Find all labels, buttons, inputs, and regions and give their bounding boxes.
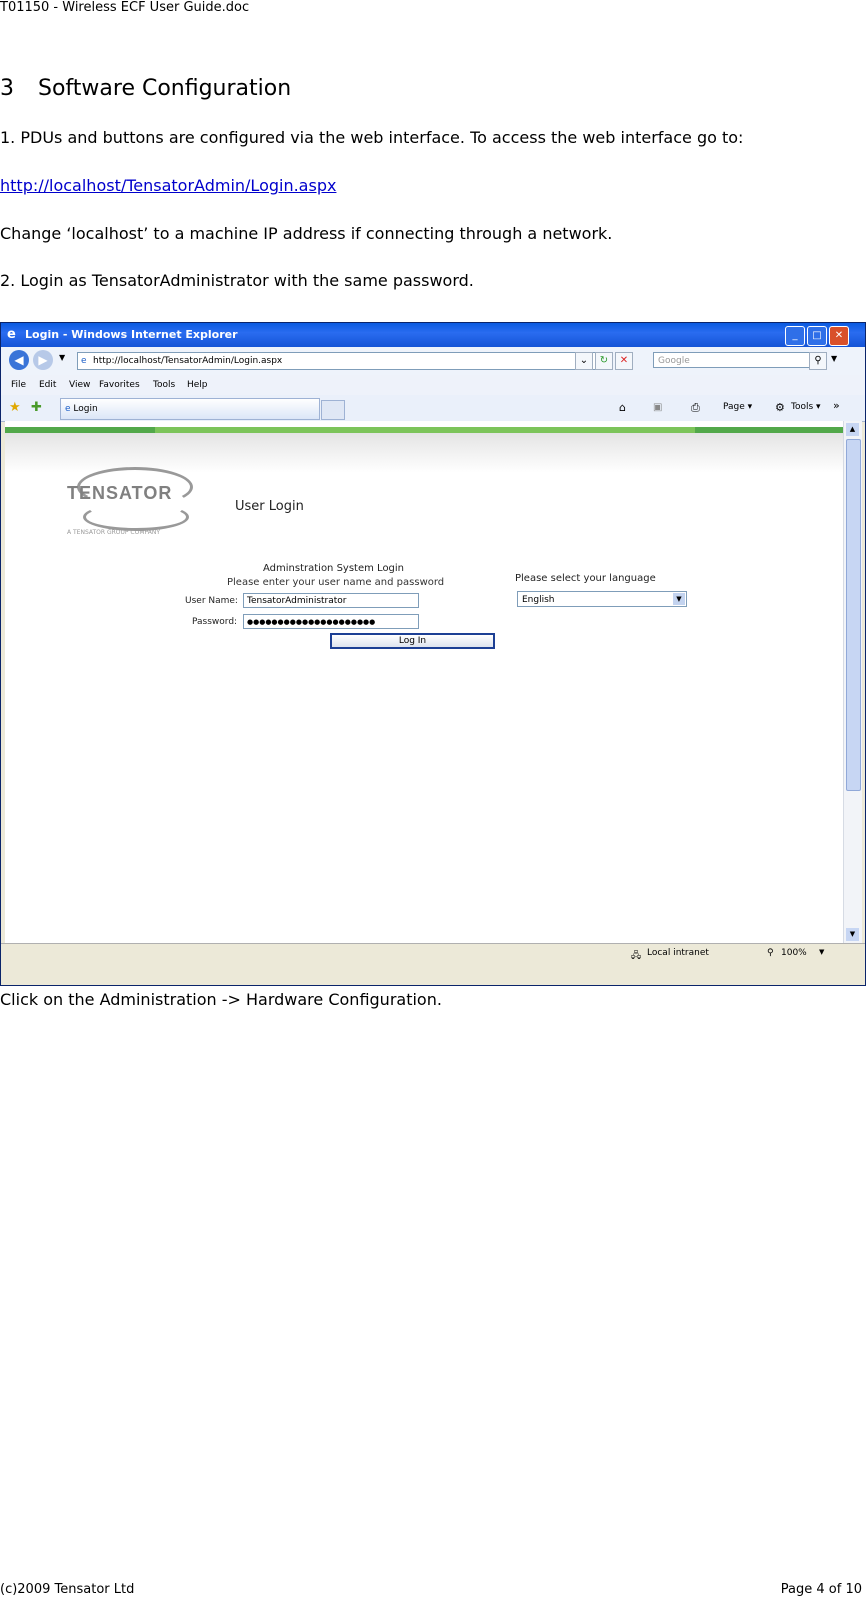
paragraph-1: 1. PDUs and buttons are configured via the web interface. To access the web interface go to:	[0, 128, 744, 147]
vertical-scrollbar[interactable]	[843, 421, 862, 943]
history-dropdown-icon[interactable]: ▼	[59, 353, 66, 362]
section-title: Software Configuration	[38, 76, 292, 101]
document-header: T01150 - Wireless ECF User Guide.doc	[0, 0, 250, 15]
logo-tagline: A TENSATOR GROUP COMPANY	[67, 529, 161, 536]
menu-view[interactable]: View	[69, 380, 91, 390]
login-url-text[interactable]: http://localhost/TensatorAdmin/Login.aspx	[0, 176, 337, 195]
admin-login-subtitle: Please enter your user name and password	[227, 577, 445, 588]
close-icon[interactable]: ✕	[829, 326, 849, 346]
footer-page-number: Page 4 of 10	[780, 1582, 862, 1597]
back-icon[interactable]: ◀	[9, 350, 29, 370]
menu-tools[interactable]: Tools	[153, 380, 176, 390]
menu-favorites[interactable]: Favorites	[99, 380, 140, 390]
print-icon[interactable]: ⎙	[691, 401, 700, 414]
zoom-dropdown-icon[interactable]: ▼	[819, 948, 825, 956]
add-favorite-icon[interactable]: ✚	[31, 400, 42, 415]
admin-login-title: Adminstration System Login	[263, 563, 405, 574]
paragraph-2: Change ‘localhost’ to a machine IP address if connecting through a network.	[0, 224, 613, 243]
language-value: English	[522, 595, 555, 605]
address-toolbar	[1, 347, 865, 376]
status-bar	[1, 943, 865, 964]
maximize-icon[interactable]: □	[807, 326, 827, 346]
footer-copyright: (c)2009 Tensator Ltd	[0, 1582, 135, 1597]
section-heading	[0, 76, 291, 101]
window-title: Login - Windows Internet Explorer	[25, 328, 238, 341]
chevron-down-icon[interactable]: ▼	[673, 593, 685, 605]
intranet-icon: 🖧	[631, 951, 642, 961]
favorites-star-icon[interactable]: ★	[9, 400, 21, 415]
paragraph-3: 2. Login as TensatorAdministrator with the same password.	[0, 271, 474, 290]
forward-icon[interactable]: ▶	[33, 350, 53, 370]
user-login-title: User Login	[235, 499, 304, 514]
username-input[interactable]: TensatorAdministrator	[243, 593, 419, 608]
scroll-down-icon[interactable]: ▼	[846, 928, 859, 941]
logo-text: TENSATOR	[67, 483, 173, 503]
tab-label: Login	[73, 404, 98, 414]
favorites-bar	[1, 395, 865, 422]
tensator-logo	[67, 463, 207, 543]
window-titlebar	[1, 323, 865, 347]
refresh-icon[interactable]: ↻	[595, 352, 613, 370]
menu-file[interactable]: File	[11, 380, 27, 390]
zoom-level[interactable]: 100%	[781, 948, 807, 958]
search-options-icon[interactable]: ▼	[831, 354, 838, 363]
browser-screenshot	[0, 322, 866, 986]
address-input[interactable]	[77, 352, 604, 370]
password-input[interactable]: ●●●●●●●●●●●●●●●●●●●●●	[243, 614, 419, 629]
home-icon[interactable]: ⌂	[619, 401, 626, 414]
language-label: Please select your language	[515, 573, 656, 584]
password-label: Password:	[192, 617, 238, 627]
menu-help[interactable]: Help	[187, 380, 208, 390]
feeds-icon[interactable]: ▣	[653, 402, 663, 413]
menu-edit[interactable]: Edit	[39, 380, 57, 390]
address-dropdown-icon[interactable]: ⌄	[575, 352, 593, 370]
language-select[interactable]	[517, 591, 687, 607]
minimize-icon[interactable]: _	[785, 326, 805, 346]
security-zone: Local intranet	[647, 948, 709, 958]
ie-icon: e	[7, 327, 16, 342]
zoom-icon: ⚲	[767, 948, 774, 958]
tools-gear-icon: ⚙	[775, 401, 785, 414]
scroll-up-icon[interactable]: ▲	[846, 423, 859, 436]
search-icon[interactable]: ⚲	[809, 352, 827, 370]
tab-page-icon: e	[65, 404, 71, 414]
paragraph-4: Click on the Administration -> Hardware Configuration.	[0, 990, 442, 1009]
page-menu-label: Page	[723, 402, 745, 412]
username-label: User Name:	[185, 596, 238, 606]
scroll-thumb[interactable]	[846, 439, 861, 791]
section-number: 3	[0, 76, 14, 101]
login-url-link[interactable]	[0, 176, 336, 195]
menu-bar	[1, 375, 865, 396]
tools-menu[interactable]: Tools ▾	[791, 402, 821, 412]
page-content	[5, 421, 843, 943]
address-text: http://localhost/TensatorAdmin/Login.aspx	[93, 356, 283, 366]
new-tab-button[interactable]	[321, 400, 345, 420]
tab-login[interactable]	[60, 398, 320, 420]
login-button[interactable]: Log In	[330, 633, 495, 649]
page-menu[interactable]: Page ▾	[723, 402, 753, 412]
stop-icon[interactable]: ✕	[615, 352, 633, 370]
chevron-more-icon[interactable]: »	[833, 399, 840, 412]
tools-menu-label: Tools	[791, 402, 814, 412]
search-input[interactable]: Google	[653, 352, 823, 368]
page-icon: e	[81, 356, 87, 366]
